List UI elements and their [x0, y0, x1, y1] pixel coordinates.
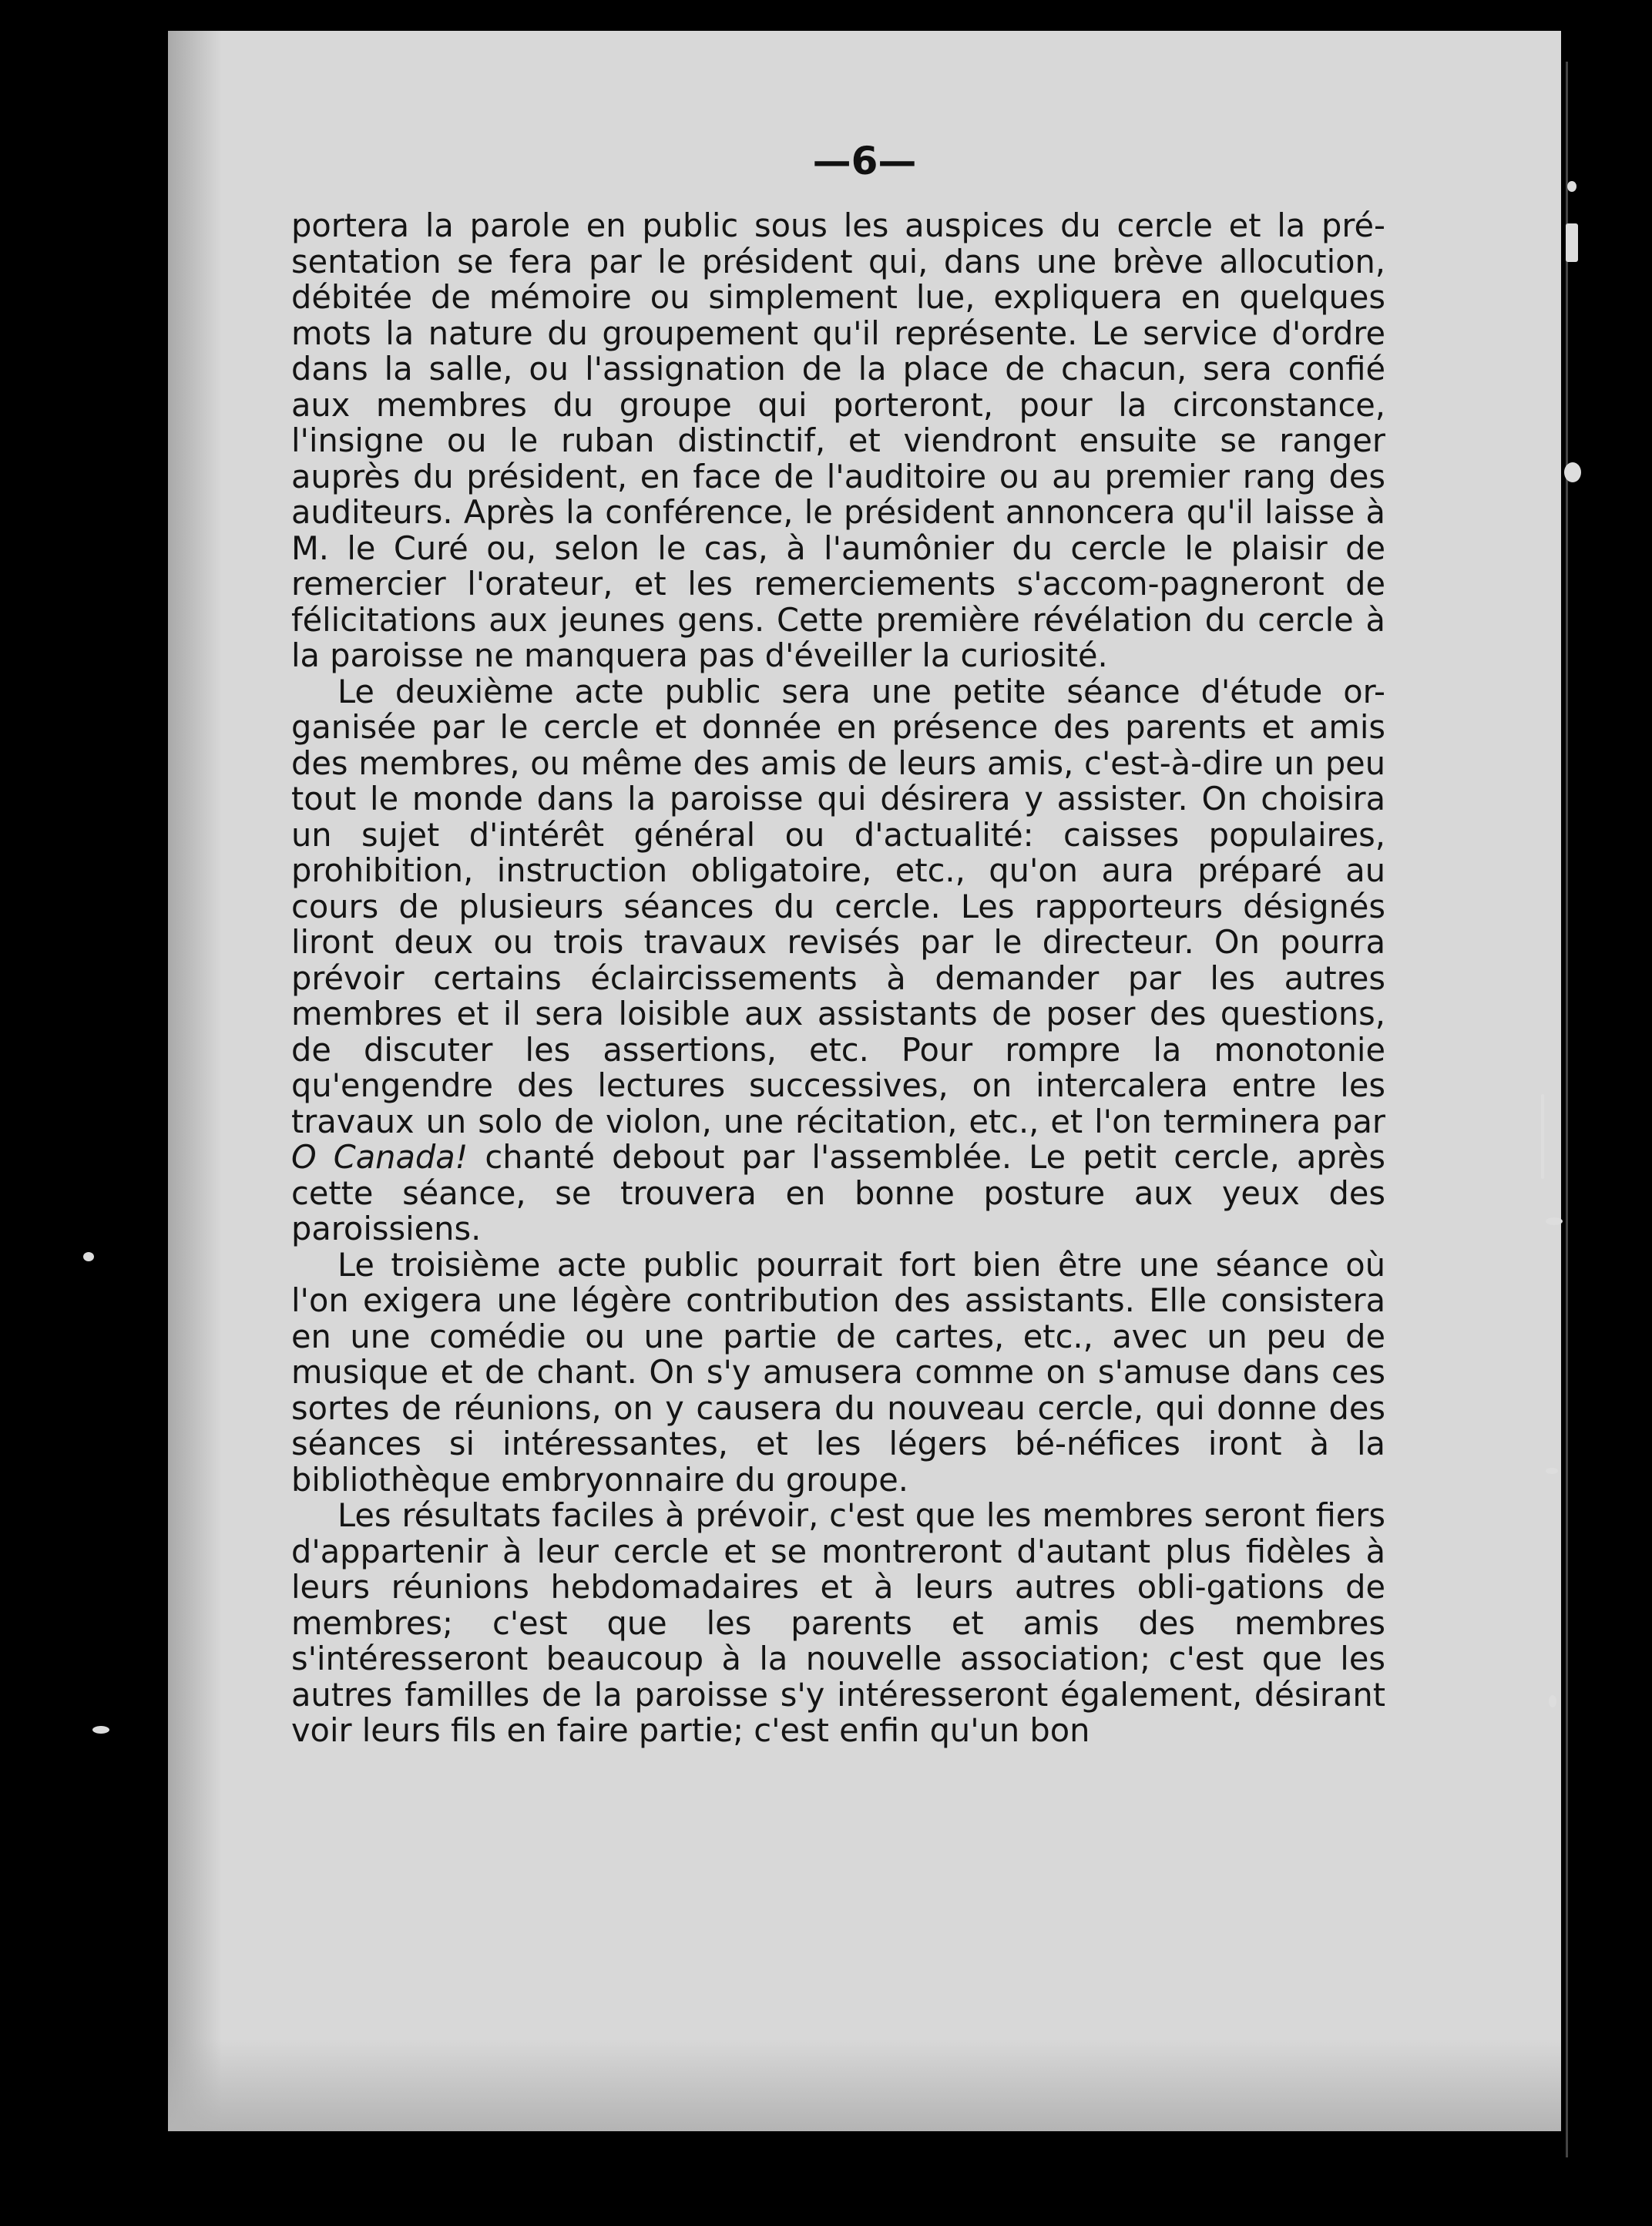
paragraph-4 — [291, 1498, 1385, 1749]
page-shadow-bottom — [168, 2039, 1561, 2131]
paragraph-2-text-after: chanté debout par l'assemblée. Le petit cercle, après cette séance, se trouvera en bonne posture aux yeux des paroissiens. — [291, 1138, 1385, 1247]
scan-speck — [1567, 181, 1576, 192]
scan-gutter — [1561, 46, 1652, 2188]
paragraph-1-text: portera la parole en public sous les auspices du cercle et la pré-sentation se fera par le président qui, dans une brève allocution, débitée de mémoire ou simplement lue, expliquera en quelques mots la nature du groupement qu'il représente. Le service d'ordre dans la salle, ou l'assignation de la place de chacun, sera confié aux membres du groupe qui porteront, pour la circonstance, l'insigne ou le ruban distinctif, et viendront ensuite se ranger auprès du président, en face de l'auditoire ou au premier rang des auditeurs. Après la conférence, le président annoncera qu'il laisse à M. le Curé ou, selon le cas, à l'aumônier du cercle le plaisir de remercier l'orateur, et les remerciements s'accom-pagneront de félicitations aux jeunes gens. Cette première révélation du cercle à la paroisse ne manquera pas d'éveiller la curiosité. — [291, 206, 1385, 674]
paragraph-2-text: Le deuxième acte public sera une petite séance d'étude or-ganisée par le cercle et donnée en présence des parents et amis des membres, ou même des amis de leurs amis, c'est-à-dire un peu tout le monde dans la paroisse qui désirera y assister. On choisira un sujet d'intérêt général ou d'actualité: caisses populaires, prohibition, instruction obligatoire, etc., qu'on aura préparé au cours de plusieurs séances du cercle. Les rapporteurs désignés liront deux ou trois travaux revisés par le directeur. On pourra prévoir certains éclaircissements à demander par les autres membres et il sera loisible aux assistants de poser des questions, de discuter les assertions, etc. Pour rompre la monotonie qu'engendre des lectures successives, on intercalera entre les travaux un solo de violon, une récitation, etc., et l'on terminera par — [291, 672, 1385, 1140]
scan-speck — [1546, 1468, 1558, 1474]
scan-speck — [1541, 1094, 1544, 1179]
scan-speck — [1546, 1217, 1563, 1225]
paragraph-2 — [291, 674, 1385, 1247]
paragraph-3-text: Le troisième acte public pourrait fort bien être une séance où l'on exigera une légère contribution des assistants. Elle consistera en une comédie ou une partie de cartes, etc., avec un peu de musique et de chant. On s'y amusera comme on s'amuse dans ces sortes de réunions, on y causera du nouveau cercle, qui donne des séances si intéressantes, et les légers bé-néfices iront à la bibliothèque embryonnaire du groupe. — [291, 1245, 1385, 1499]
page-shadow-left — [168, 31, 222, 2131]
scan-speck — [1549, 1695, 1556, 1707]
scan-speck — [83, 1252, 94, 1261]
paragraph-4-text: Les résultats faciles à prévoir, c'est que les membres seront fiers d'appartenir à leur cercle et se montreront d'autant plus fidèles à leurs réunions hebdomadaires et à leurs autres obli-gations de membres; c'est que les parents et amis des membres s'intéresseront beaucoup à la nouvelle association; c'est que les autres familles de la paroisse s'y intéresseront également, désirant voir leurs fils en faire partie; c'est enfin qu'un bon — [291, 1496, 1385, 1749]
scanned-page — [168, 31, 1561, 2131]
song-title: O Canada! — [291, 1138, 468, 1176]
scan-speck — [1566, 223, 1578, 262]
page-number: —6— — [812, 139, 917, 183]
scan-speck — [92, 1726, 109, 1734]
body-text — [291, 208, 1385, 1749]
scan-speck — [1564, 462, 1581, 482]
next-page-edge — [1566, 62, 1568, 2157]
paragraph-1 — [291, 208, 1385, 674]
paragraph-3 — [291, 1247, 1385, 1499]
